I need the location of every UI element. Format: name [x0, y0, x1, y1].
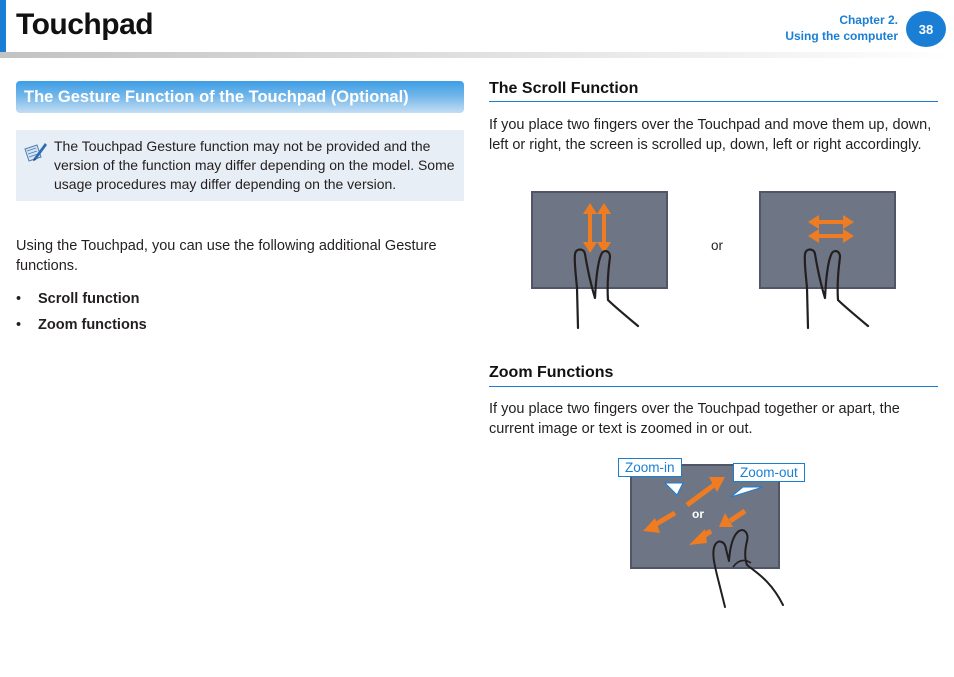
- scroll-or-label: or: [711, 238, 724, 253]
- scroll-heading: The Scroll Function: [489, 80, 639, 97]
- header-divider: [0, 52, 954, 58]
- intro-paragraph: Using the Touchpad, you can use the following additional Gesture functions.: [16, 238, 437, 274]
- zoom-or-label: or: [692, 507, 704, 521]
- chapter-info: [785, 12, 898, 44]
- note-text: The Touchpad Gesture function may not be provided and the version of the function may differ depending on the model. Some usage procedures may differ depending on the version.: [54, 138, 455, 192]
- zoom-heading: Zoom Functions: [489, 364, 614, 381]
- zoom-out-callout: Zoom-out: [733, 463, 805, 482]
- title-accent-bar: [0, 0, 6, 52]
- scroll-vertical-illustration: [528, 188, 673, 330]
- page-title: Touchpad: [16, 8, 154, 41]
- chapter-title: Using the computer: [785, 29, 898, 43]
- section-banner: [16, 81, 464, 113]
- bullet-marker: •: [16, 291, 22, 307]
- bullet-marker: •: [16, 317, 22, 333]
- touchpad-surface: [532, 192, 667, 288]
- scroll-horizontal-illustration: [756, 188, 901, 330]
- section-title: The Gesture Function of the Touchpad (Optional): [24, 88, 409, 106]
- zoom-paragraph: If you place two fingers over the Touchpad together or apart, the current image or text is zoomed in or out.: [489, 401, 900, 437]
- zoom-in-callout: Zoom-in: [618, 458, 682, 477]
- bullet-label: Zoom functions: [38, 317, 147, 333]
- scroll-heading-rule: [489, 101, 938, 102]
- page-number-badge: 38: [906, 11, 946, 47]
- note-pencil-icon: [22, 139, 48, 165]
- note-box: [16, 130, 464, 201]
- chapter-number: Chapter 2.: [839, 13, 898, 27]
- scroll-paragraph: If you place two fingers over the Touchpad and move them up, down, left or right, the screen is scrolled up, down, left or right accordingly.: [489, 117, 932, 153]
- zoom-heading-rule: [489, 386, 938, 387]
- bullet-label: Scroll function: [38, 291, 140, 307]
